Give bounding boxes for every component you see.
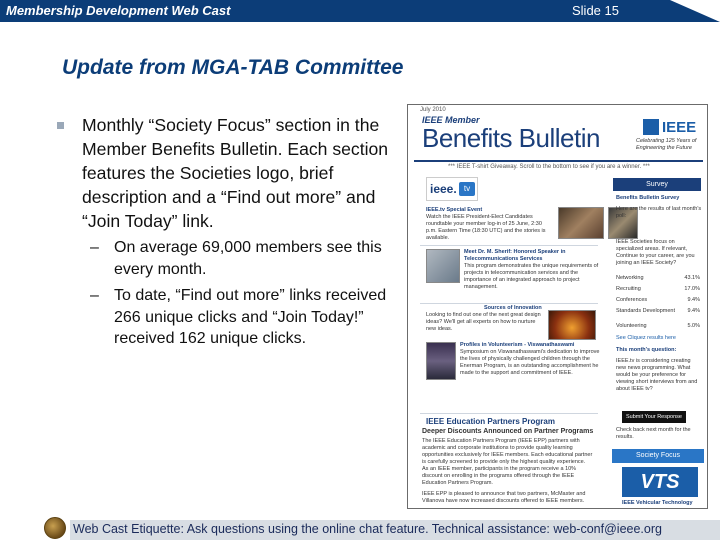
poll-label: Networking — [616, 275, 644, 281]
question-heading: This month's question: — [616, 347, 677, 353]
poll-value: 9.4% — [687, 297, 700, 303]
poll-value: 5.0% — [687, 323, 700, 329]
header-notch — [670, 0, 720, 22]
divider — [420, 413, 598, 414]
article-body: Looking to find out one of the next great design ideas? We'll get all experts on how to nurture new ideas. — [426, 312, 541, 332]
tv-icon: tv — [459, 182, 475, 196]
article-block — [426, 305, 544, 333]
newsletter-brand-title: Benefits Bulletin — [422, 123, 600, 153]
poll-row — [616, 286, 702, 292]
article-block — [426, 207, 554, 242]
newsletter-rule — [414, 160, 703, 162]
ieee-tv-text: ieee. — [430, 182, 457, 196]
survey-heading[interactable]: Benefits Bulletin Survey — [616, 195, 680, 201]
article-block — [464, 249, 600, 291]
dash-icon: – — [90, 239, 99, 256]
volunteer-photo — [426, 342, 456, 380]
newsletter-date: July 2010 — [420, 107, 446, 113]
edu-line: The IEEE Education Partners Program (IEEE EPP) partners with — [422, 438, 580, 444]
edu-line: IEEE EPP is pleased to announce that two partners, McMaster and — [422, 491, 586, 497]
main-bullet: Monthly “Society Focus” section in the Member Benefits Bulletin. Each section features the Societies logo, brief description and a “Find out more” and “Join Today” link. — [82, 115, 389, 231]
poll-row — [616, 275, 702, 281]
article-heading[interactable]: Meet Dr. M. Sherif: Honored Speaker in Telecommunications Services — [464, 249, 566, 262]
poll-value: 43.1% — [684, 275, 700, 281]
article-body: Watch the IEEE President-Elect Candidates roundtable your member log-in of 25 June, 2:30 p.m. Eastern Time (18:30 UTC) and the stories is available. — [426, 214, 546, 241]
poll-row — [616, 323, 702, 329]
submit-response-button[interactable]: Submit Your Response — [622, 411, 686, 423]
edu-line: Villanova have now increased discounts offered to IEEE members. — [422, 498, 585, 504]
survey-body: Here are the results of last month's poll: — [616, 206, 702, 219]
article-block — [460, 342, 600, 377]
innovation-photo — [548, 310, 596, 340]
edu-line: opportunities exclusively for IEEE members. Each educational partner — [422, 452, 593, 458]
celebration-tagline: Celebrating 125 Years of Engineering the Future — [636, 138, 697, 151]
society-focus-banner: Society Focus — [612, 449, 704, 463]
edu-line: discount on enrolling in the programs offered through the IEEE — [422, 473, 575, 479]
poll-label: Conferences — [616, 297, 648, 303]
question-body: IEEE.tv is considering creating new news programming. What would be your preference for viewing short interviews from and about IEEE tv? — [616, 358, 698, 392]
slide-number: Slide 15 — [572, 3, 619, 18]
edu-program-title[interactable]: IEEE Education Partners Program — [426, 417, 555, 426]
poll-row — [616, 297, 702, 303]
article-heading[interactable]: Profiles in Volunteerism - Viswanathaswami — [460, 342, 575, 348]
ieee-tv-logo[interactable] — [426, 177, 478, 201]
divider — [420, 245, 598, 246]
divider — [420, 303, 598, 304]
button-note: Check back next month for the results. — [616, 427, 691, 440]
survey-intro — [616, 195, 702, 220]
edu-line: is carefully screened to provide only the highest quality experience. — [422, 459, 586, 465]
promo-line[interactable]: *** IEEE T-shirt Giveaway. Scroll to the bottom to see if you are a winner. *** — [448, 164, 650, 170]
speaker-photo — [426, 249, 460, 283]
bullet-square-icon — [57, 122, 64, 129]
sub-bullet-2 — [90, 285, 408, 350]
article-heading[interactable]: Sources of Innovation — [484, 305, 542, 311]
slide-title: Update from MGA-TAB Committee — [62, 56, 404, 79]
newsletter-screenshot — [407, 104, 708, 509]
newsletter-brand-small: IEEE Member — [422, 115, 480, 125]
deck-title: Membership Development Web Cast — [6, 3, 231, 18]
poll-value: 17.0% — [684, 286, 700, 292]
sub-bullet-text: To date, “Find out more” links received 266 unique clicks and “Join Today!” received 162 unique clicks. — [114, 287, 387, 347]
edu-line: As an IEEE member, participants in the program receive a 10% — [422, 466, 577, 472]
poll-label: Volunteering — [616, 323, 647, 329]
edu-program-body — [422, 438, 602, 505]
sub-bullet-text: On average 69,000 members see this every month. — [114, 239, 382, 278]
edu-line: Education Partners Program. — [422, 480, 493, 486]
vts-logo[interactable]: VTS — [622, 467, 698, 497]
question-block — [616, 347, 702, 393]
edu-line: academic and corporate institutions to provide quality learning — [422, 445, 573, 451]
ieee-seal-icon — [44, 517, 66, 539]
poll-results-link[interactable]: See Cliquez results here — [616, 335, 676, 341]
poll-label: Standards Development — [616, 308, 676, 314]
poll-row — [616, 308, 702, 314]
sub-bullet-1 — [90, 237, 408, 280]
poll-value: 9.4% — [687, 308, 700, 314]
survey-banner[interactable]: Survey — [613, 178, 701, 191]
ieee-logo-text: IEEE — [662, 119, 697, 136]
article-body: This program demonstrates the unique requirements of projects in telecommunication services and the importance of an integrated approach to project management. — [464, 263, 599, 290]
candidate-photo — [558, 207, 604, 239]
dash-icon: – — [90, 287, 99, 304]
footer-etiquette: Web Cast Etiquette: Ask questions using the online chat feature. Technical assistance: web-conf@ieee.org — [73, 522, 662, 536]
ieee-logo-icon — [643, 119, 659, 135]
edu-program-subtitle: Deeper Discounts Announced on Partner Programs — [422, 428, 594, 435]
article-body: Symposium on Viswanathaswami's dedication to improve the lives of physically challenged children through the Enerman Program, is an outstanding accomplishment he made to the support and commitment of IEEE. — [460, 349, 600, 376]
poll-label: Recruiting — [616, 286, 641, 292]
vts-caption: IEEE Vehicular Technology — [622, 500, 693, 506]
article-heading[interactable]: IEEE.tv Special Event — [426, 207, 483, 213]
poll-question: IEEE Societies focus on specialized areas. If relevant, Continue to your career, are you joining an IEEE Society? — [616, 239, 695, 266]
